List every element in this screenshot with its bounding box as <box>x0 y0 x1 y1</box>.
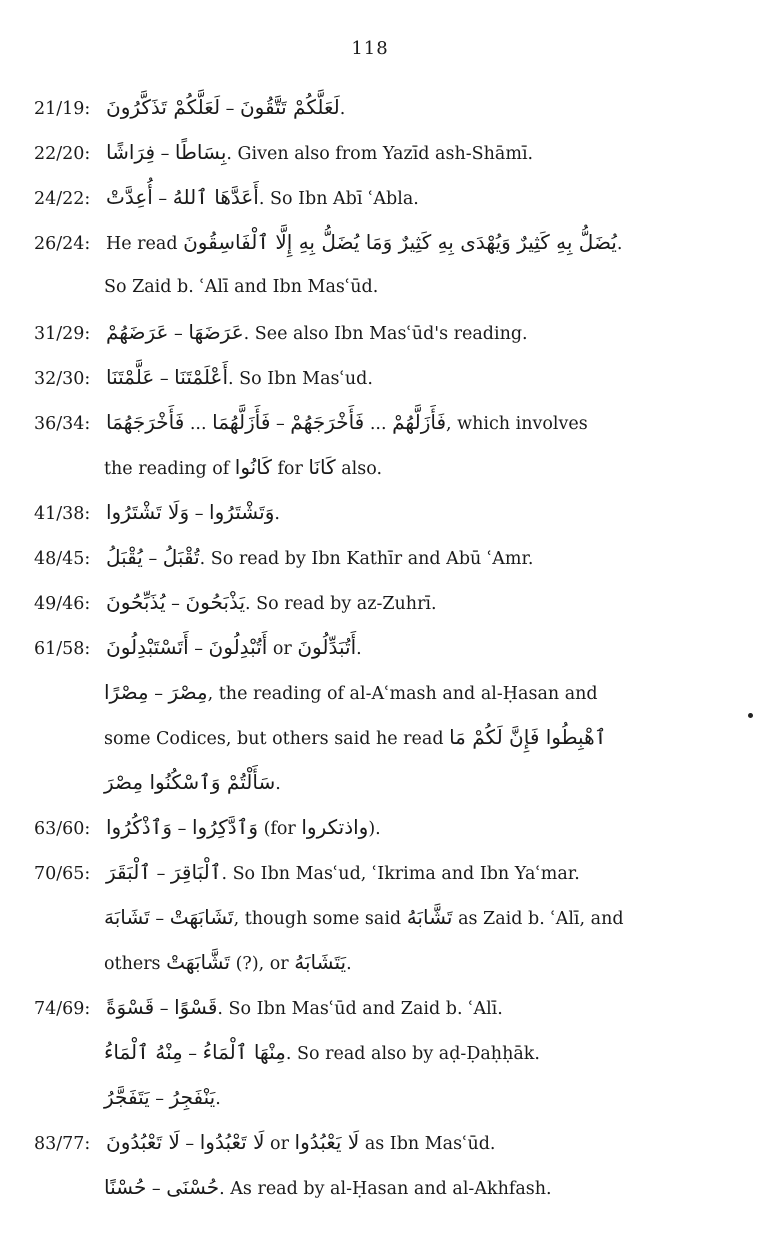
arabic-reading: فَأَخْرَجَهُمْ <box>290 410 365 434</box>
arabic-reading: أَتُبَدِّلُونَ <box>297 635 357 659</box>
arabic-reading: مِصْرًا <box>104 680 149 704</box>
commentary-text: . So read by az-Zuhrī. <box>245 594 437 614</box>
commentary-text: for <box>271 459 309 479</box>
commentary-text: – <box>165 594 186 614</box>
arabic-reading: حُسْنًا <box>104 1175 147 1199</box>
arabic-reading: فَأَخْرَجَهُمَا <box>106 410 185 434</box>
commentary-text: . So read by Ibn Kathīr and Abū ʿAmr. <box>199 549 534 569</box>
commentary-text: – <box>151 864 171 884</box>
commentary-text: . As read by al-Ḥasan and al-Akhfash. <box>219 1179 552 1199</box>
verse-reference: 41/38: <box>34 504 91 524</box>
commentary-text: – <box>168 324 189 344</box>
verse-reference: 31/29: <box>34 324 91 344</box>
entry-line <box>34 355 724 400</box>
arabic-reading: لَعَلَّكُمْ تَذَكَّرُونَ <box>106 95 221 119</box>
entry-line <box>34 985 724 1030</box>
commentary-text: – <box>188 639 209 659</box>
arabic-reading: فَأَزَلَّهُمْ <box>392 410 447 434</box>
arabic-reading: مِصْرَ <box>168 680 208 704</box>
verse-reference: 48/45: <box>34 549 91 569</box>
variant-readings-list <box>34 85 724 1210</box>
commentary-text: or <box>264 1134 295 1154</box>
commentary-text: . So read also by aḍ-Ḍaḥḥāk. <box>285 1044 540 1064</box>
entry-line <box>34 850 724 895</box>
commentary-text: , which involves <box>446 414 588 434</box>
commentary-text: – <box>182 1044 203 1064</box>
commentary-text: – <box>149 1089 170 1109</box>
arabic-reading: تَشَّابَهُ <box>406 905 453 929</box>
commentary-text: – <box>155 144 175 164</box>
commentary-text: ... <box>184 414 213 434</box>
arabic-reading: أَتَسْتَبْدِلُونَ <box>106 635 189 659</box>
verse-reference: 24/22: <box>34 189 91 209</box>
verse-reference: 36/34: <box>34 414 91 434</box>
arabic-reading: وَتَشْتَرُوا <box>209 500 275 524</box>
arabic-reading: يُقْبَلُ <box>106 545 143 569</box>
entry-line <box>34 580 724 625</box>
arabic-reading: يَنْفَجِرُ <box>169 1085 216 1109</box>
arabic-reading: عَرَضَهُمْ <box>106 320 169 344</box>
entry-continuation-line <box>34 445 724 490</box>
arabic-reading: فَأَزَلَّهُمَا <box>212 410 271 434</box>
verse-reference: 63/60: <box>34 819 91 839</box>
entry-continuation-line <box>34 715 724 760</box>
commentary-text: – <box>152 189 173 209</box>
arabic-reading: قَسْوًا <box>174 995 218 1019</box>
commentary-text: – <box>146 1179 167 1199</box>
commentary-text: . <box>339 99 346 119</box>
commentary-text: – <box>154 369 175 389</box>
commentary-text: – <box>149 909 170 929</box>
verse-reference: 21/19: <box>34 99 91 119</box>
arabic-reading: تَشَابَهَ <box>104 905 150 929</box>
arabic-reading: تَشَّابَهَتْ <box>166 950 231 974</box>
entry-line <box>34 130 724 175</box>
commentary-text: – <box>270 414 291 434</box>
entry-continuation-line <box>34 1030 724 1075</box>
verse-reference: 49/46: <box>34 594 91 614</box>
arabic-reading: سَأَلْتُمْ وَٱسْكُنُوا مِصْرَ <box>104 770 276 794</box>
commentary-text: . So Ibn Masʿud. <box>228 369 373 389</box>
entry-line <box>34 625 724 670</box>
commentary-text: , though some said <box>233 909 407 929</box>
commentary-text: – <box>148 684 169 704</box>
entry-line <box>34 175 724 220</box>
commentary-text: . <box>275 774 281 794</box>
commentary-text: . So Ibn Abī ʿAbla. <box>258 189 419 209</box>
arabic-reading: ٱلْبَقَرَ <box>106 860 151 884</box>
commentary-text: (?), or <box>230 954 295 974</box>
commentary-text: . <box>346 954 352 974</box>
arabic-reading: يَذْبَحُونَ <box>185 590 246 614</box>
arabic-reading: واذتكروا <box>301 815 369 839</box>
arabic-reading: ٱهْبِطُوا فَإِنَّ لَكُمْ مَا <box>449 725 607 749</box>
entry-continuation-line <box>34 1165 724 1210</box>
verse-reference: 74/69: <box>34 999 91 1019</box>
arabic-reading: لَا تَعْبُدُونَ <box>106 1130 180 1154</box>
arabic-reading: يُذَبِّحُونَ <box>106 590 166 614</box>
verse-reference: 83/77: <box>34 1134 91 1154</box>
arabic-reading: مِنْهَا ٱلْمَاءُ <box>202 1040 286 1064</box>
commentary-text: or <box>267 639 298 659</box>
arabic-reading: أَعْلَمْتَنَا <box>174 365 229 389</box>
commentary-text: the reading of <box>104 459 235 479</box>
commentary-text: . Given also from Yazīd ash-Shāmī. <box>226 144 534 164</box>
verse-reference: 22/20: <box>34 144 91 164</box>
commentary-text: some Codices, but others said he read <box>104 729 450 749</box>
verse-reference: 70/65: <box>34 864 91 884</box>
margin-mark <box>748 713 753 718</box>
arabic-reading: لَعَلَّكُمْ تَتَّقُونَ <box>239 95 340 119</box>
verse-reference: 32/30: <box>34 369 91 389</box>
arabic-reading: حُسْنَى <box>166 1175 220 1199</box>
arabic-reading: كَانُوا <box>234 455 272 479</box>
commentary-text: . <box>356 639 362 659</box>
commentary-text: others <box>104 954 167 974</box>
arabic-reading: وَلَا تَشْتَرُوا <box>106 500 190 524</box>
entry-continuation-line <box>34 895 724 940</box>
arabic-reading: أَتُبْدِلُونَ <box>208 635 268 659</box>
arabic-reading: تَشَابَهَتْ <box>169 905 234 929</box>
arabic-reading: وَٱدَّكِرُوا <box>191 815 259 839</box>
commentary-text: – <box>172 819 192 839</box>
entry-line <box>34 310 724 355</box>
entry-line <box>34 1120 724 1165</box>
commentary-text: . So Ibn Masʿud, ʿIkrima and Ibn Yaʿmar. <box>221 864 580 884</box>
entry-line <box>34 400 724 445</box>
commentary-text: ). <box>368 819 381 839</box>
entry-continuation-line <box>34 265 724 310</box>
arabic-reading: وَٱذْكُرُوا <box>106 815 173 839</box>
arabic-reading: قَسْوَةً <box>106 995 155 1019</box>
commentary-text: He read <box>106 234 184 254</box>
commentary-text: . <box>274 504 280 524</box>
arabic-reading: يَتَفَجَّرُ <box>104 1085 150 1109</box>
entry-line <box>34 85 724 130</box>
commentary-text: . So Ibn Masʿūd and Zaid b. ʿAlī. <box>217 999 503 1019</box>
entry-continuation-line <box>34 760 724 805</box>
page-number: 118 <box>351 38 389 59</box>
arabic-reading: تُقْبَلُ <box>162 545 200 569</box>
entry-line <box>34 220 724 265</box>
commentary-text: . <box>616 234 623 254</box>
commentary-text: (for <box>258 819 302 839</box>
arabic-reading: فِرَاشًا <box>106 140 156 164</box>
commentary-text: – <box>179 1134 200 1154</box>
commentary-text: . <box>215 1089 221 1109</box>
commentary-text: as Ibn Masʿūd. <box>359 1134 496 1154</box>
arabic-reading: كَانَا <box>308 455 336 479</box>
entry-line <box>34 805 724 850</box>
entry-line <box>34 535 724 580</box>
commentary-text: ... <box>364 414 393 434</box>
arabic-reading: عَلَّمْتَنَا <box>106 365 155 389</box>
verse-reference: 61/58: <box>34 639 91 659</box>
arabic-reading: يُضَلُّ بِهِ كَثِيرٌ وَيُهْدَى بِهِ كَثِيرٌ وَمَا يُضَلُّ بِهِ إِلَّا ٱلْفَاسِقُونَ <box>183 230 617 254</box>
commentary-text: also. <box>335 459 383 479</box>
entry-continuation-line <box>34 940 724 985</box>
commentary-text: as Zaid b. ʿAlī, and <box>452 909 624 929</box>
arabic-reading: لَا يَعْبُدُوا <box>294 1130 360 1154</box>
commentary-text: – <box>154 999 175 1019</box>
arabic-reading: يَتَشَابَهُ <box>294 950 347 974</box>
arabic-reading: أَعَدَّهَا ٱللهُ <box>172 185 259 209</box>
entry-continuation-line <box>34 670 724 715</box>
entry-continuation-line <box>34 1075 724 1120</box>
verse-reference: 26/24: <box>34 234 91 254</box>
arabic-reading: مِنْهُ ٱلْمَاءُ <box>104 1040 183 1064</box>
arabic-reading: ٱلْبَاقِرَ <box>170 860 222 884</box>
entry-line <box>34 490 724 535</box>
arabic-reading: لَا تَعْبُدُوا <box>199 1130 265 1154</box>
commentary-text: , the reading of al-Aʿmash and al-Ḥasan and <box>207 684 598 704</box>
arabic-reading: عَرَضَهَا <box>188 320 244 344</box>
commentary-text: . See also Ibn Masʿūd's reading. <box>243 324 528 344</box>
commentary-text: So Zaid b. ʿAlī and Ibn Masʿūd. <box>104 277 379 297</box>
arabic-reading: بِسَاطًا <box>174 140 227 164</box>
commentary-text: – <box>189 504 210 524</box>
commentary-text: – <box>220 99 240 119</box>
commentary-text: – <box>142 549 163 569</box>
arabic-reading: أُعِدَّتْ <box>106 185 153 209</box>
